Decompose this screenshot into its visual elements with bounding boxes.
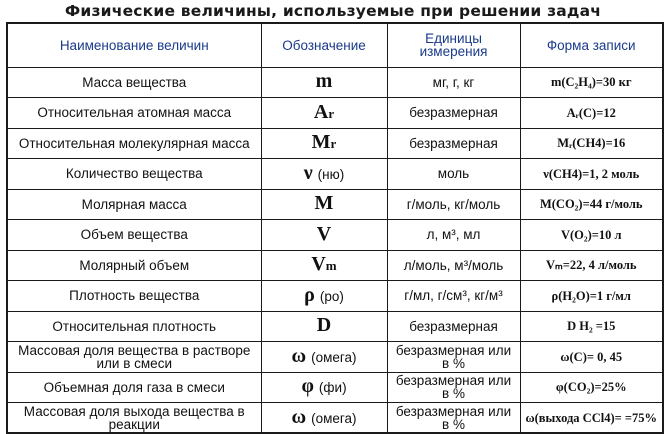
- symbol-reading: (ро): [319, 288, 344, 304]
- quantities-table: [6, 22, 664, 434]
- quantity-unit: безразмерная: [387, 98, 520, 129]
- quantity-symbol: [261, 189, 387, 220]
- quantity-name: Массовая доля выхода вещества в реакции: [7, 403, 261, 434]
- table-row: [7, 128, 663, 159]
- quantity-symbol: [261, 311, 387, 342]
- quantity-form: ω(C)= 0, 45: [520, 342, 663, 373]
- table-row: [7, 189, 663, 220]
- table-row: [7, 67, 663, 98]
- symbol-letter: ν: [303, 161, 313, 184]
- quantity-unit: безразмерная: [387, 128, 520, 159]
- quantity-unit: г/моль, кг/моль: [387, 189, 520, 220]
- table-row: [7, 311, 663, 342]
- quantity-name: Молярный объем: [7, 250, 261, 281]
- quantity-symbol: [261, 128, 387, 159]
- table-row: [7, 342, 663, 373]
- quantity-unit: л, м³, мл: [387, 220, 520, 251]
- quantity-name: Относительная плотность: [7, 311, 261, 342]
- quantity-symbol: [261, 98, 387, 129]
- page-title: Физические величины, используемые при решении задач: [64, 2, 602, 20]
- quantity-symbol: [261, 220, 387, 251]
- table-header-row: [7, 23, 663, 67]
- symbol-reading: (фи): [318, 380, 347, 396]
- quantity-unit: безразмерная или в %: [387, 403, 520, 434]
- quantity-form: Aᵣ(C)=12: [520, 98, 663, 129]
- header-name: Наименование величин: [7, 23, 261, 67]
- symbol-subscript: m: [325, 258, 337, 274]
- symbol-letter: D: [316, 314, 332, 337]
- header-unit: Единицы измерения: [387, 23, 520, 67]
- quantity-unit: л/моль, м³/моль: [387, 250, 520, 281]
- quantity-form: φ(CO₂)=25%: [520, 372, 663, 403]
- quantity-name: Масса вещества: [7, 67, 261, 98]
- symbol-letter: m: [315, 70, 333, 93]
- table-row: [7, 372, 663, 403]
- quantity-form: m(C₂H₄)=30 кг: [520, 67, 663, 98]
- symbol-letter: A: [313, 100, 329, 123]
- symbol-reading: (омега): [311, 410, 357, 426]
- symbol-letter: ρ: [304, 283, 315, 306]
- quantity-form: M(CO₂)=44 г/моль: [520, 189, 663, 220]
- symbol-letter: φ: [301, 375, 314, 398]
- table-row: [7, 403, 663, 434]
- table-row: [7, 250, 663, 281]
- symbol-letter: V: [316, 222, 332, 245]
- quantity-symbol: [261, 403, 387, 434]
- table-row: [7, 281, 663, 312]
- quantity-form: ρ(H₂O)=1 г/мл: [520, 281, 663, 312]
- symbol-letter: M: [311, 131, 331, 154]
- quantity-name: Количество вещества: [7, 159, 261, 190]
- quantity-name: Молярная масса: [7, 189, 261, 220]
- quantity-symbol: [261, 159, 387, 190]
- quantity-symbol: [261, 250, 387, 281]
- quantity-symbol: [261, 67, 387, 98]
- header-form: Форма записи: [520, 23, 663, 67]
- quantity-form: ν(CH4)=1, 2 моль: [520, 159, 663, 190]
- symbol-letter: M: [314, 192, 334, 215]
- symbol-letter: ω: [291, 405, 307, 428]
- quantity-name: Объемная доля газа в смеси: [7, 372, 261, 403]
- quantity-form: V(O₂)=10 л: [520, 220, 663, 251]
- symbol-reading: (ню): [317, 166, 345, 182]
- table-row: [7, 98, 663, 129]
- quantity-unit: безразмерная или в %: [387, 372, 520, 403]
- quantity-unit: безразмерная или в %: [387, 342, 520, 373]
- quantity-name: Массовая доля вещества в растворе или в смеси: [7, 342, 261, 373]
- symbol-subscript: r: [328, 105, 335, 121]
- quantity-symbol: [261, 372, 387, 403]
- quantity-unit: мг, г, кг: [387, 67, 520, 98]
- quantity-symbol: [261, 342, 387, 373]
- quantity-unit: г/мл, г/см³, кг/м³: [387, 281, 520, 312]
- quantity-name: Относительная атомная масса: [7, 98, 261, 129]
- quantity-form: D H₂ =15: [520, 311, 663, 342]
- quantity-form: ω(выхода CCl4)= =75%: [520, 403, 663, 434]
- quantity-name: Плотность вещества: [7, 281, 261, 312]
- symbol-letter: V: [311, 253, 326, 276]
- quantity-name: Объем вещества: [7, 220, 261, 251]
- quantity-form: Mᵣ(CH4)=16: [520, 128, 663, 159]
- symbol-letter: ω: [291, 344, 307, 367]
- symbol-reading: (омега): [311, 349, 357, 365]
- header-symbol: Обозначение: [261, 23, 387, 67]
- quantity-unit: безразмерная: [387, 311, 520, 342]
- symbol-subscript: r: [330, 136, 337, 152]
- quantity-name: Относительная молекулярная масса: [7, 128, 261, 159]
- quantity-unit: моль: [387, 159, 520, 190]
- table-row: [7, 220, 663, 251]
- table-row: [7, 159, 663, 190]
- quantity-symbol: [261, 281, 387, 312]
- quantity-form: Vₘ=22, 4 л/моль: [520, 250, 663, 281]
